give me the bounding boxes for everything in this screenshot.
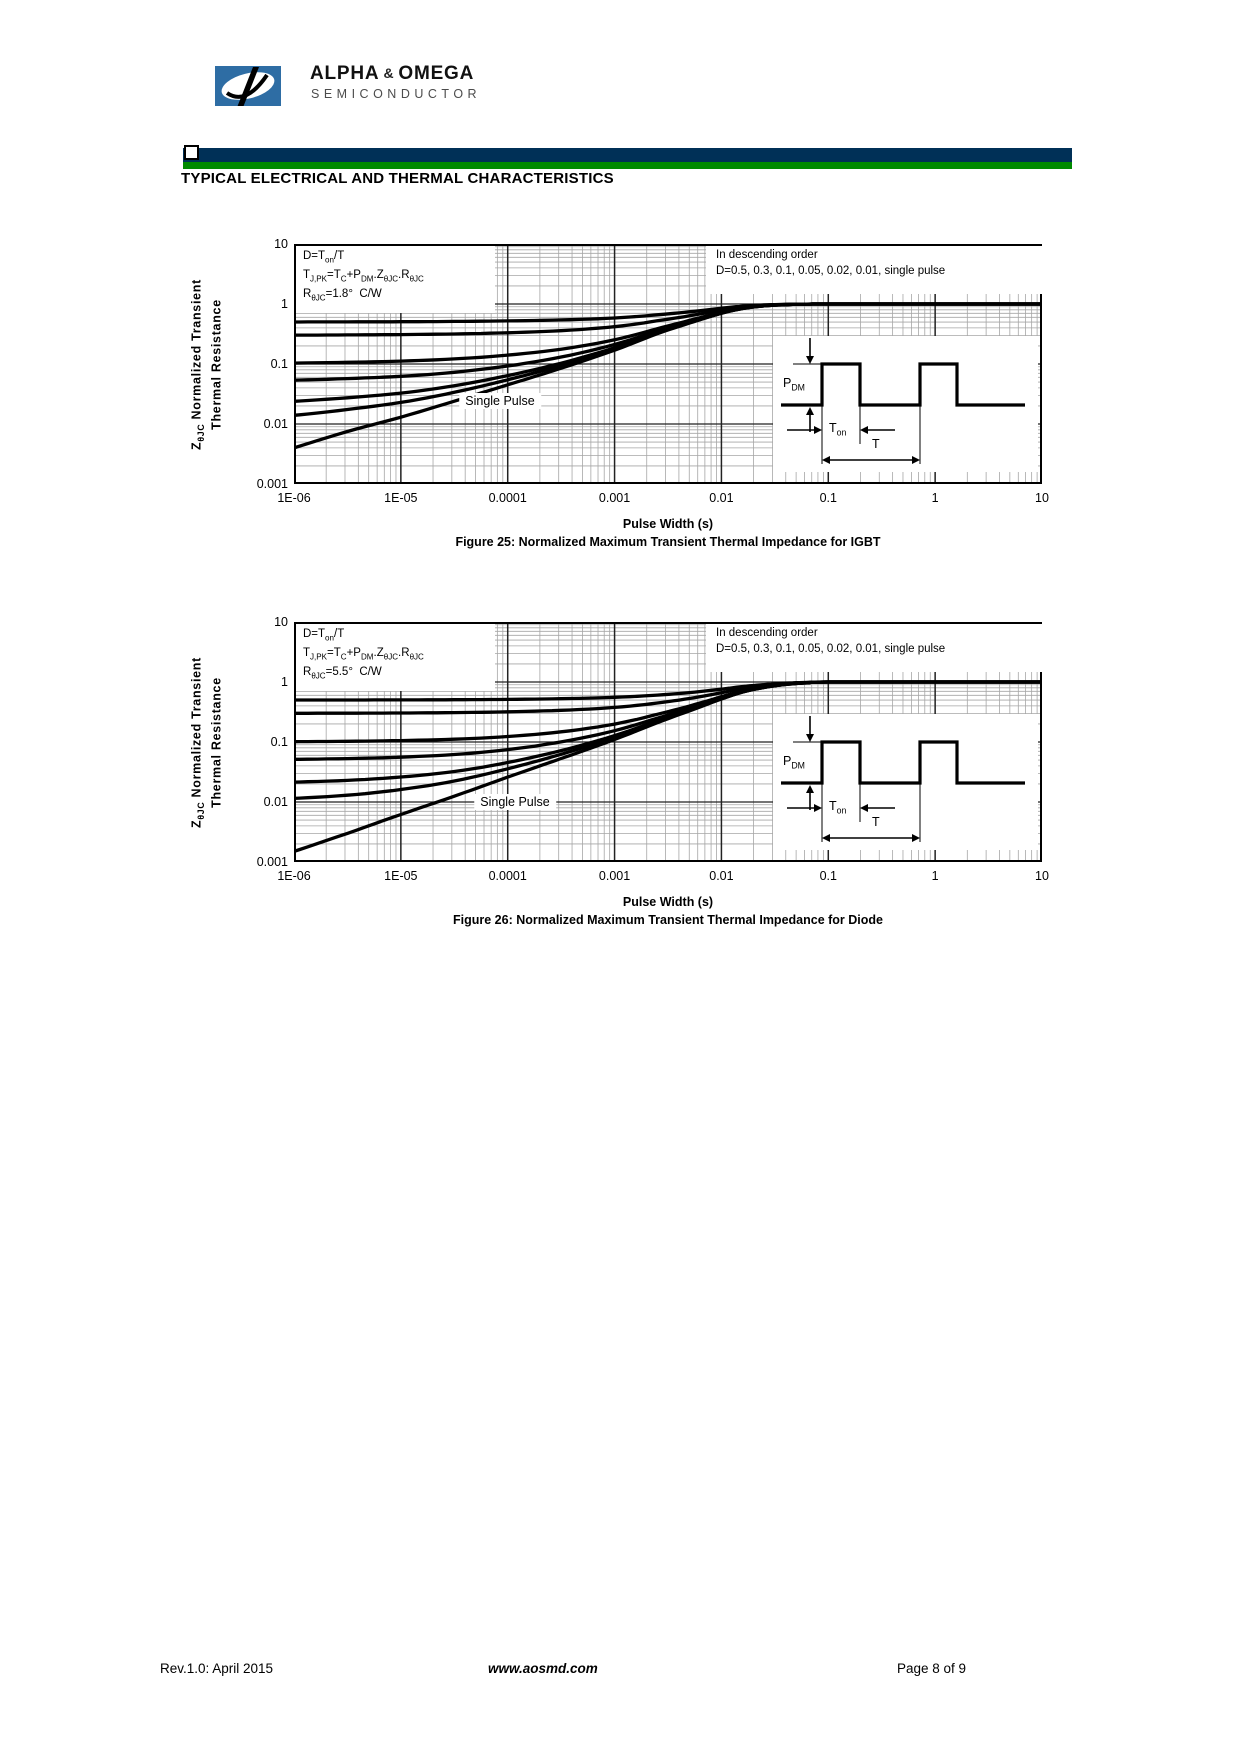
ton-left-arrowhead: [860, 804, 868, 812]
brand-semiconductor: SEMICONDUCTOR: [311, 87, 482, 101]
legend-line-2: D=0.5, 0.3, 0.1, 0.05, 0.02, 0.01, single pulse: [716, 264, 946, 277]
header-green-bar: [183, 162, 1072, 169]
annotation-line-3: $R_{\theta JC}=5.5^\circ$ C/W: [303, 665, 382, 680]
x-tick-label: 0.01: [709, 491, 734, 505]
brand-alpha: ALPHA: [310, 63, 380, 84]
single-pulse-label: Single Pulse: [474, 794, 556, 810]
x-axis-title: Pulse Width (s): [622, 517, 714, 531]
x-tick-label: 10: [1035, 869, 1049, 883]
page-number: Page 8 of 9: [897, 1661, 967, 1676]
pdm-label: $P_{DM}$: [783, 376, 805, 393]
period-right-arrowhead: [912, 834, 920, 842]
figure-caption: Figure 25: Normalized Maximum Transient Thermal Impedance for IGBT: [455, 535, 881, 549]
x-tick-label: 1: [931, 491, 939, 505]
period-right-arrowhead: [912, 456, 920, 464]
pdm-up-arrowhead: [806, 785, 814, 793]
x-axis-title: Pulse Width (s): [622, 895, 714, 909]
pulse-waveform-diagram: [773, 336, 1038, 472]
website-url: www.aosmd.com: [488, 1661, 598, 1676]
ton-label: $T_{on}$: [829, 421, 847, 438]
pulse-waveform-inset: [773, 336, 1038, 472]
x-tick-label: 1E-05: [384, 869, 418, 883]
plot-area: [294, 244, 1042, 484]
aos-logo: [215, 66, 281, 106]
y-tick-label: 10: [274, 615, 288, 629]
period-left-arrowhead: [822, 834, 830, 842]
x-tick-label: 10: [1035, 491, 1049, 505]
legend-line-2: D=0.5, 0.3, 0.1, 0.05, 0.02, 0.01, single pulse: [716, 642, 946, 655]
y-tick-label: 0.01: [263, 417, 288, 431]
figure-caption: Figure 26: Normalized Maximum Transient Thermal Impedance for Diode: [453, 913, 883, 927]
y-axis-title-line1: $Z_{\theta JC}$ Normalized Transient: [189, 279, 206, 450]
y-tick-label: 0.001: [256, 477, 288, 491]
page-marker-box: [184, 145, 199, 160]
legend-line-1: In descending order: [716, 249, 818, 261]
pulse-train: [781, 742, 1025, 783]
pdm-up-arrowhead: [806, 407, 814, 415]
legend-line-1: In descending order: [716, 627, 818, 639]
header-navy-bar: [183, 148, 1072, 162]
annotation-line-3: $R_{\theta JC}=1.8^\circ$ C/W: [303, 287, 382, 302]
ton-left-arrowhead: [860, 426, 868, 434]
x-tick-label: 0.01: [709, 869, 734, 883]
aos-logo-graphic: [215, 66, 281, 106]
brand-name: [310, 63, 474, 85]
conditions-annotation: [296, 246, 495, 313]
x-tick-label: 0.001: [598, 491, 631, 505]
y-tick-label: 0.1: [270, 357, 288, 371]
y-tick-label: 10: [274, 237, 288, 251]
y-axis-title-line2: Thermal Resistance: [209, 299, 224, 430]
annotation-line-1: $D=T_{on}/T$: [303, 250, 345, 265]
y-tick-label: 0.01: [263, 795, 288, 809]
x-tick-label: 1E-06: [277, 491, 311, 505]
section-title: TYPICAL ELECTRICAL AND THERMAL CHARACTERISTICS: [181, 170, 614, 187]
y-axis-ticks: [224, 237, 288, 491]
pdm-down-arrowhead: [806, 356, 814, 364]
x-tick-label: 0.1: [819, 491, 837, 505]
y-axis-title: [189, 613, 224, 873]
pulse-waveform-diagram: [773, 714, 1038, 850]
conditions-annotation: [296, 624, 495, 691]
ton-right-arrowhead: [814, 804, 822, 812]
brand-omega: OMEGA: [398, 63, 475, 84]
y-axis-title: [189, 235, 224, 495]
x-axis-ticks: [277, 869, 1049, 885]
x-tick-label: 0.1: [819, 869, 837, 883]
annotation-line-1: $D=T_{on}/T$: [303, 628, 345, 643]
y-tick-label: 0.001: [256, 855, 288, 869]
pdm-down-arrowhead: [806, 734, 814, 742]
period-label: T: [872, 437, 880, 451]
x-tick-label: 0.001: [598, 869, 631, 883]
x-tick-label: 1: [931, 869, 939, 883]
y-axis-title-line2: Thermal Resistance: [209, 677, 224, 808]
x-axis-ticks: [277, 491, 1049, 507]
plot-area: [294, 622, 1042, 862]
period-label: T: [872, 815, 880, 829]
pulse-train: [781, 364, 1025, 405]
annotation-line-2: $T_{J,PK}=T_C+P_{DM}.Z_{\theta JC}.R_{\theta JC}$: [303, 646, 424, 662]
annotation-line-2: $T_{J,PK}=T_C+P_{DM}.Z_{\theta JC}.R_{\theta JC}$: [303, 268, 424, 284]
revision-date: Rev.1.0: April 2015: [160, 1661, 274, 1676]
ton-right-arrowhead: [814, 426, 822, 434]
single-pulse-label: Single Pulse: [459, 393, 541, 409]
y-tick-label: 1: [281, 297, 288, 311]
legend: [706, 246, 1046, 294]
y-axis-ticks: [224, 615, 288, 869]
y-tick-label: 0.1: [270, 735, 288, 749]
x-tick-label: 0.0001: [488, 869, 527, 883]
pulse-waveform-inset: [773, 714, 1038, 850]
pdm-label: $P_{DM}$: [783, 754, 805, 771]
y-tick-label: 1: [281, 675, 288, 689]
legend: [706, 624, 1046, 672]
x-tick-label: 1E-06: [277, 869, 311, 883]
brand-ampersand: &: [383, 65, 395, 81]
period-left-arrowhead: [822, 456, 830, 464]
figure-25-chart-block: [0, 237, 1240, 556]
y-axis-title-line1: $Z_{\theta JC}$ Normalized Transient: [189, 657, 206, 828]
ton-label: $T_{on}$: [829, 799, 847, 816]
x-tick-label: 0.0001: [488, 491, 527, 505]
figure-26-chart-block: [0, 615, 1240, 934]
x-tick-label: 1E-05: [384, 491, 418, 505]
